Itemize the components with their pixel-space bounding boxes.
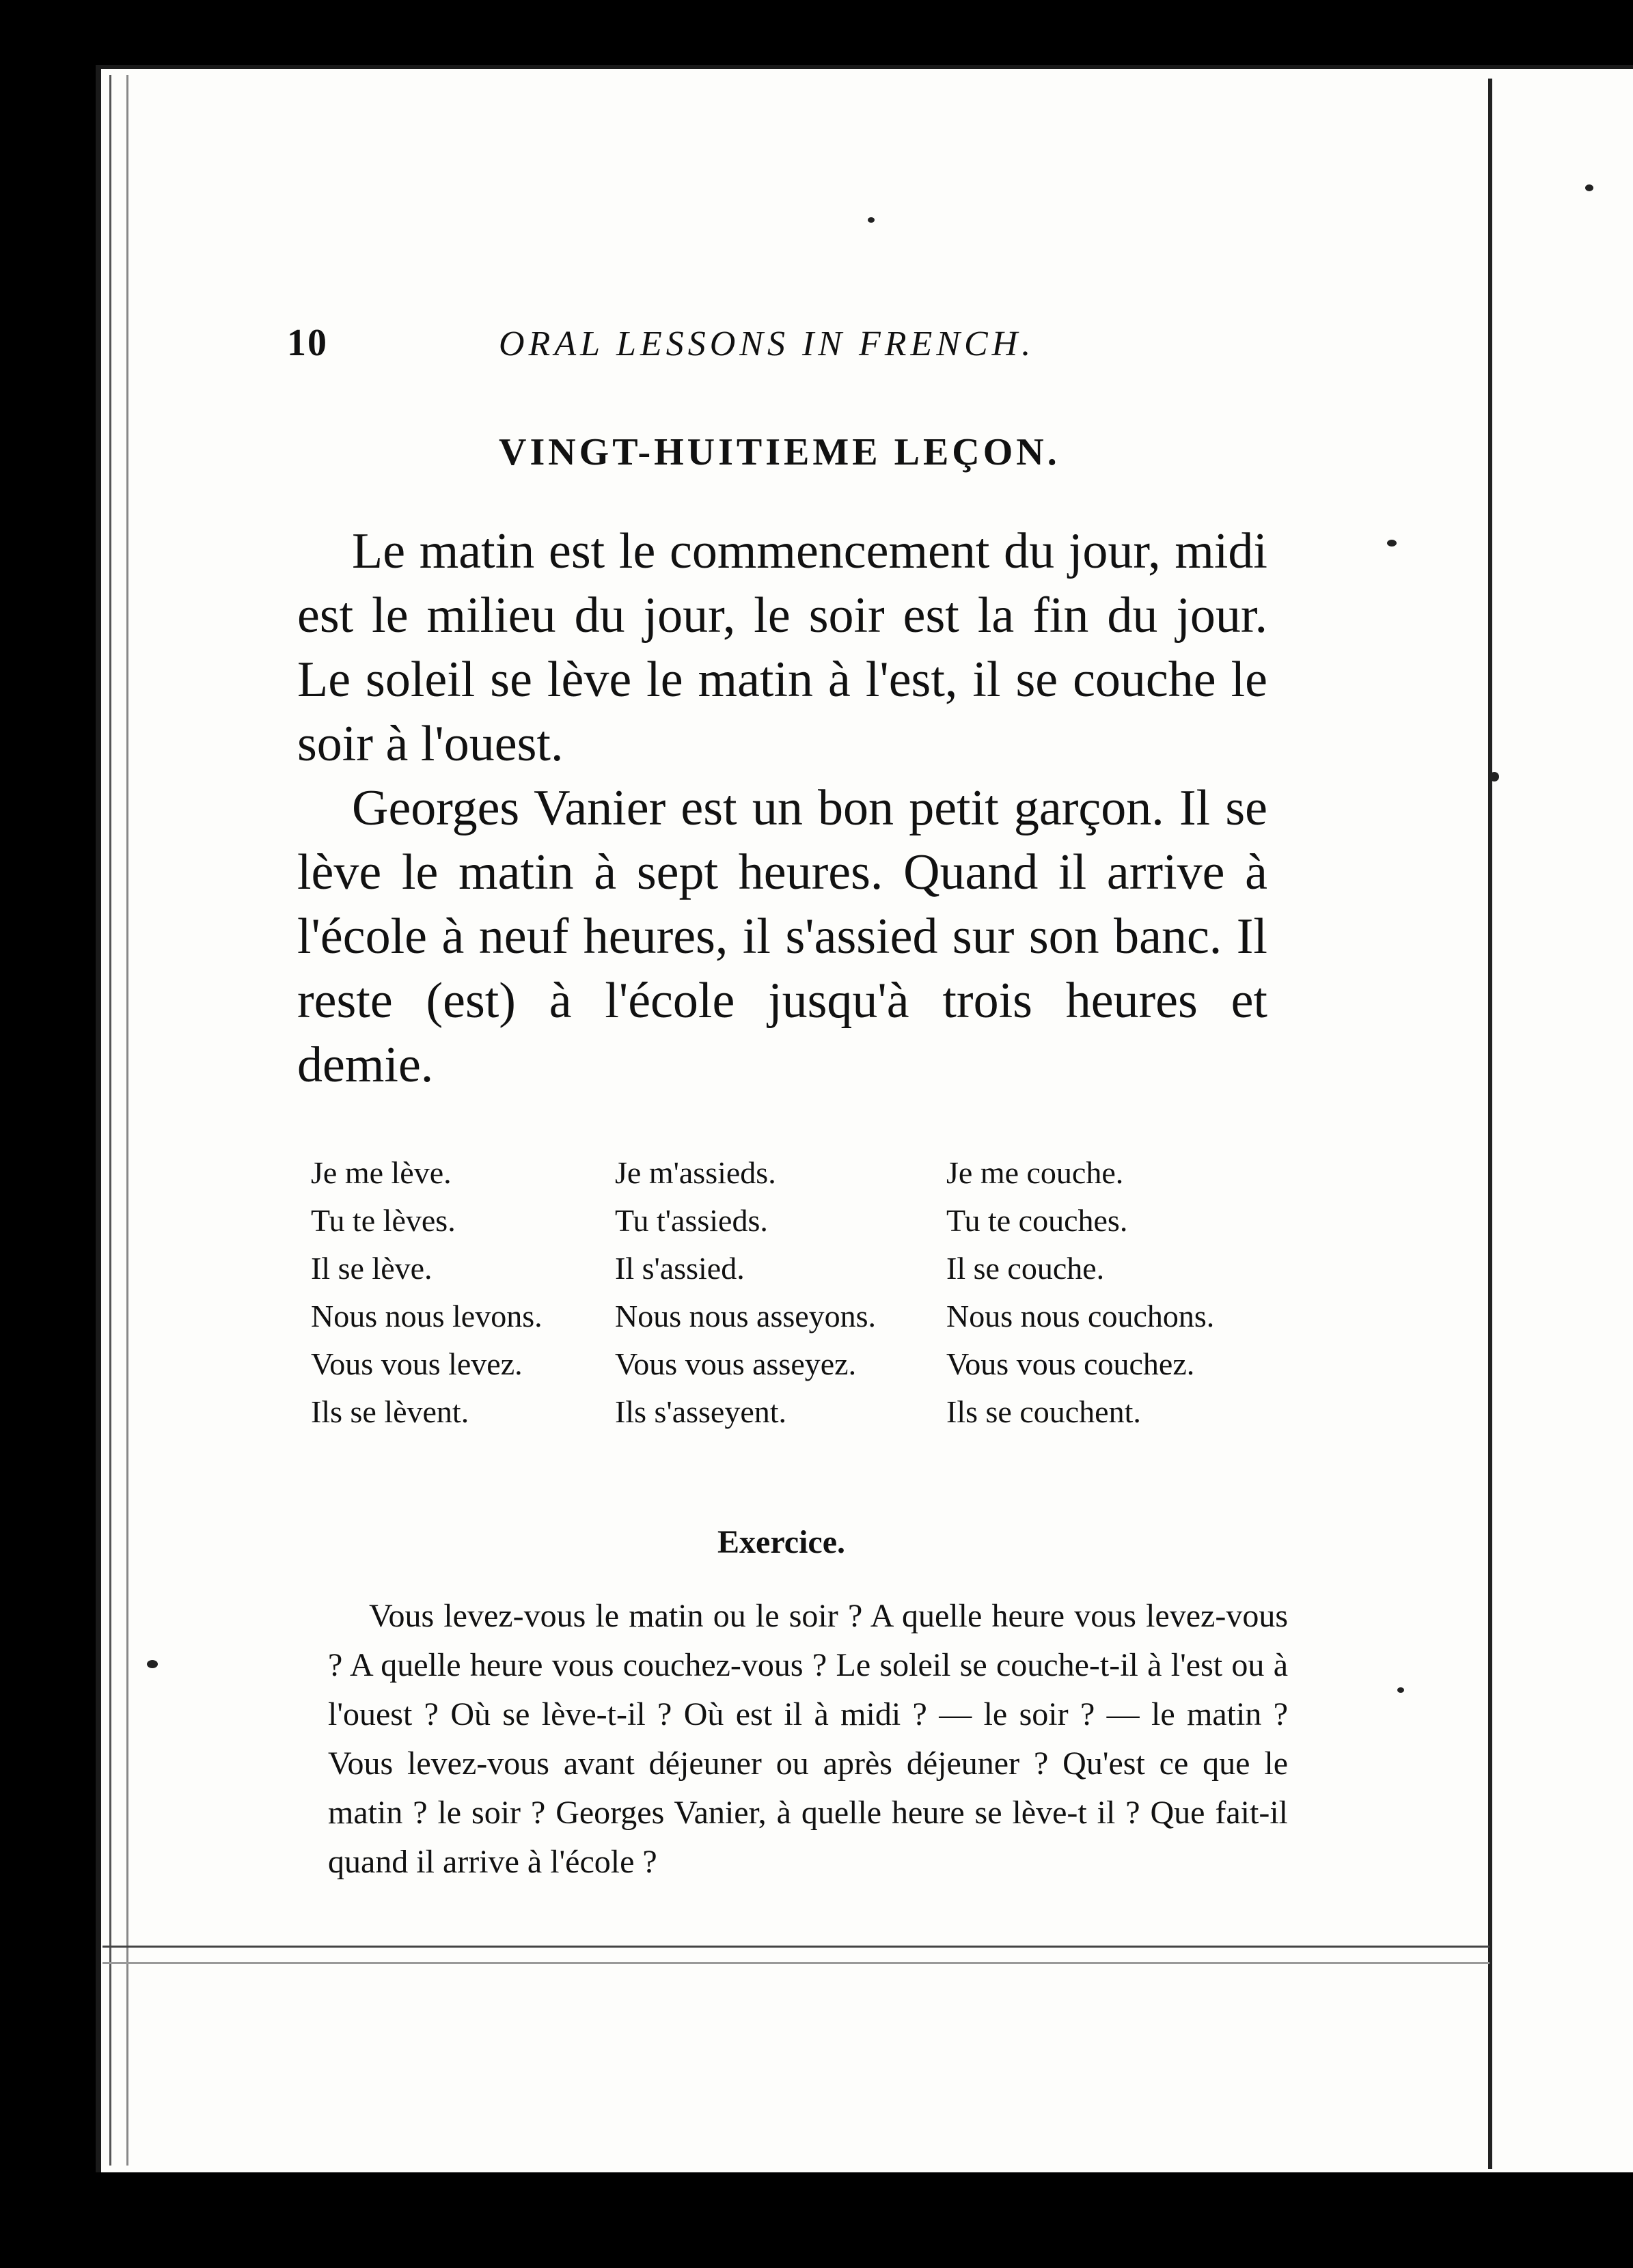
conjugation-cell: Je me couche. [946,1155,1124,1190]
conjugation-row [311,1394,1288,1441]
conjugation-row [311,1298,1288,1346]
scan-speck [1585,184,1593,191]
scan-speck [147,1660,158,1668]
exercise-paragraph: Vous levez-vous le matin ou le soir ? A quelle heure vous levez-vous ? A quelle heure vous couchez-vous ? Le soleil se couche-t-il à l'est ou à l'ouest ? Où se lève-t-il ? Où est il à midi ? — le soir ? — le matin ? Vous levez-vous avant déjeuner ou après déjeuner ? Qu'est ce que le matin ? le soir ? Georges Vanier, à quelle heure se lève-t il ? Que fait-il quand il arrive à l'école ? [328,1598,1288,1880]
conjugation-cell: Vous vous asseyez. [615,1346,857,1381]
conjugation-table [311,1154,1288,1441]
left-page-edge-line [109,75,111,2166]
scan-border-bottom [0,2172,1633,2268]
conjugation-cell: Tu te lèves. [311,1203,456,1238]
conjugation-cell: Ils se couchent. [946,1394,1141,1429]
lesson-title: VINGT-HUITIEME LEÇON. [499,431,1060,473]
right-gutter-line [1488,79,1492,2169]
scan-speck [1490,772,1499,782]
exercise-body [328,1592,1288,1887]
scan-rule-bottom [102,1946,1490,1948]
conjugation-row [311,1250,1288,1298]
lesson-paragraph: Georges Vanier est un bon petit garçon. Il se lève le matin à sept heures. Quand il arrive à l'école à neuf heures, il s'assied sur son banc. Il reste (est) à l'école jusqu'à trois heures et demie. [297,780,1267,1093]
scan-speck [1387,540,1397,547]
conjugation-cell: Ils s'asseyent. [615,1394,787,1429]
conjugation-cell: Vous vous couchez. [946,1346,1195,1381]
book-title: ORAL LESSONS IN FRENCH. [499,324,1035,363]
conjugation-cell: Tu t'assieds. [615,1203,768,1238]
lesson-paragraph: Le matin est le commencement du jour, midi est le milieu du jour, le soir est la fin du jour. Le soleil se lève le matin à l'est, il se couche le soir à l'ouest. [297,523,1267,772]
scan-rule-bottom-2 [102,1962,1490,1964]
conjugation-cell: Nous nous asseyons. [615,1299,877,1333]
scan-speck [868,217,875,223]
conjugation-cell: Nous nous levons. [311,1299,543,1333]
conjugation-row [311,1202,1288,1250]
conjugation-row [311,1346,1288,1394]
conjugation-cell: Je m'assieds. [615,1155,776,1190]
left-page-edge-line-inner [126,75,128,2166]
conjugation-cell: Il se lève. [311,1251,433,1286]
conjugation-cell: Ils se lèvent. [311,1394,469,1429]
conjugation-cell: Nous nous couchons. [946,1299,1215,1333]
scan-border-top [0,0,1633,65]
page-number: 10 [287,322,328,364]
conjugation-cell: Vous vous levez. [311,1346,523,1381]
lesson-body [297,519,1267,1097]
conjugation-cell: Il s'assied. [615,1251,745,1286]
exercise-title: Exercice. [717,1524,846,1560]
conjugation-cell: Il se couche. [946,1251,1105,1286]
conjugation-row [311,1154,1288,1202]
scan-speck [1397,1687,1404,1693]
conjugation-cell: Je me lève. [311,1155,452,1190]
conjugation-cell: Tu te couches. [946,1203,1128,1238]
running-head [287,321,1244,365]
